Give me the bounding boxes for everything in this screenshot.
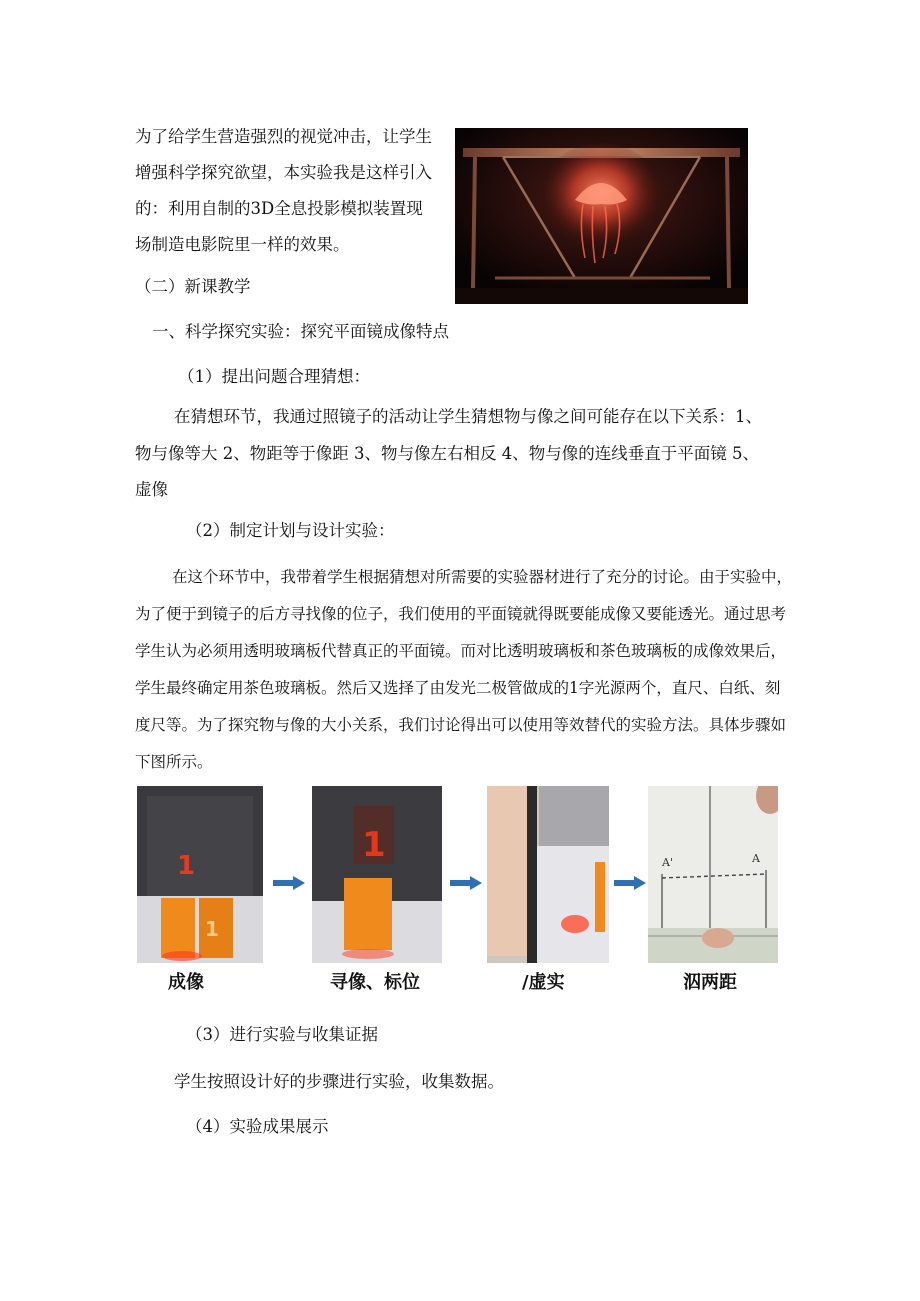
step-2-line-2: 为了便于到镜子的后方寻找像的位子，我们使用的平面镜就得既要能成像又要能透光。通过思考 xyxy=(135,605,787,623)
step-2-line-6: 下图所示。 xyxy=(135,753,213,771)
step-2-line-5: 度尺等。为了探究物与像的大小关系，我们讨论得出可以使用等效替代的实验方法。具体步骤如 xyxy=(135,716,787,734)
section-2-title: （二）新课教学 xyxy=(135,277,251,296)
photo-locate-image xyxy=(312,786,442,963)
step-2-line-1: 在这个环节中，我带着学生根据猜想对所需要的实验器材进行了充分的讨论。由于实验中， xyxy=(172,568,793,586)
caption-locate: 寻像、标位 xyxy=(330,972,420,993)
svg-text:1: 1 xyxy=(362,825,386,865)
part-1-title: 一、科学探究实验：探究平面镜成像特点 xyxy=(152,322,449,341)
caption-real-virtual: /虚实 xyxy=(522,972,565,993)
intro-line-1: 为了给学生营造强烈的视觉冲击，让学生 xyxy=(135,127,432,146)
step-2-title: （2）制定计划与设计实验： xyxy=(186,521,395,540)
photo-imaging xyxy=(137,786,263,963)
step-4-title: （4）实验成果展示 xyxy=(186,1117,329,1136)
hologram-scene-graphic xyxy=(455,128,748,304)
step-3-title: （3）进行实验与收集证据 xyxy=(186,1025,378,1044)
photo-real-virtual xyxy=(487,786,609,963)
step-2-line-3: 学生认为必须用透明玻璃板代替真正的平面镜。而对比透明玻璃板和茶色玻璃板的成像效果后， xyxy=(135,642,787,660)
step-1-title: （1）提出问题合理猜想： xyxy=(178,367,370,386)
right-arrow-icon xyxy=(450,876,482,890)
point-label-a-prime: A' xyxy=(662,856,673,869)
step-2-line-4: 学生最终确定用茶色玻璃板。然后又选择了由发光二极管做成的1字光源两个，直尺、白纸、刻 xyxy=(135,679,781,697)
photo-measure-distance xyxy=(648,786,778,963)
svg-text:1: 1 xyxy=(177,851,196,881)
point-label-a: A xyxy=(752,852,760,865)
step-1-line-3: 虚像 xyxy=(135,480,168,499)
intro-line-2: 增强科学探究欲望，本实验我是这样引入 xyxy=(135,163,432,182)
right-arrow-icon xyxy=(273,876,305,890)
caption-imaging: 成像 xyxy=(168,972,204,993)
intro-line-4: 场制造电影院里一样的效果。 xyxy=(135,235,350,254)
intro-line-3: 的：利用自制的3D全息投影模拟装置现 xyxy=(135,199,423,218)
step-1-line-1: 在猜想环节，我通过照镜子的活动让学生猜想物与像之间可能存在以下关系：1、 xyxy=(174,407,762,426)
svg-text:1: 1 xyxy=(205,917,219,941)
caption-measure: 泅两距 xyxy=(683,972,737,993)
step-3-text: 学生按照设计好的步骤进行实验，收集数据。 xyxy=(174,1072,504,1091)
jellyfish-hologram-photo xyxy=(455,128,748,304)
right-arrow-icon xyxy=(614,876,646,890)
step-1-line-2: 物与像等大 2、物距等于像距 3、物与像左右相反 4、物与像的连线垂直于平面镜 5、 xyxy=(135,444,759,463)
